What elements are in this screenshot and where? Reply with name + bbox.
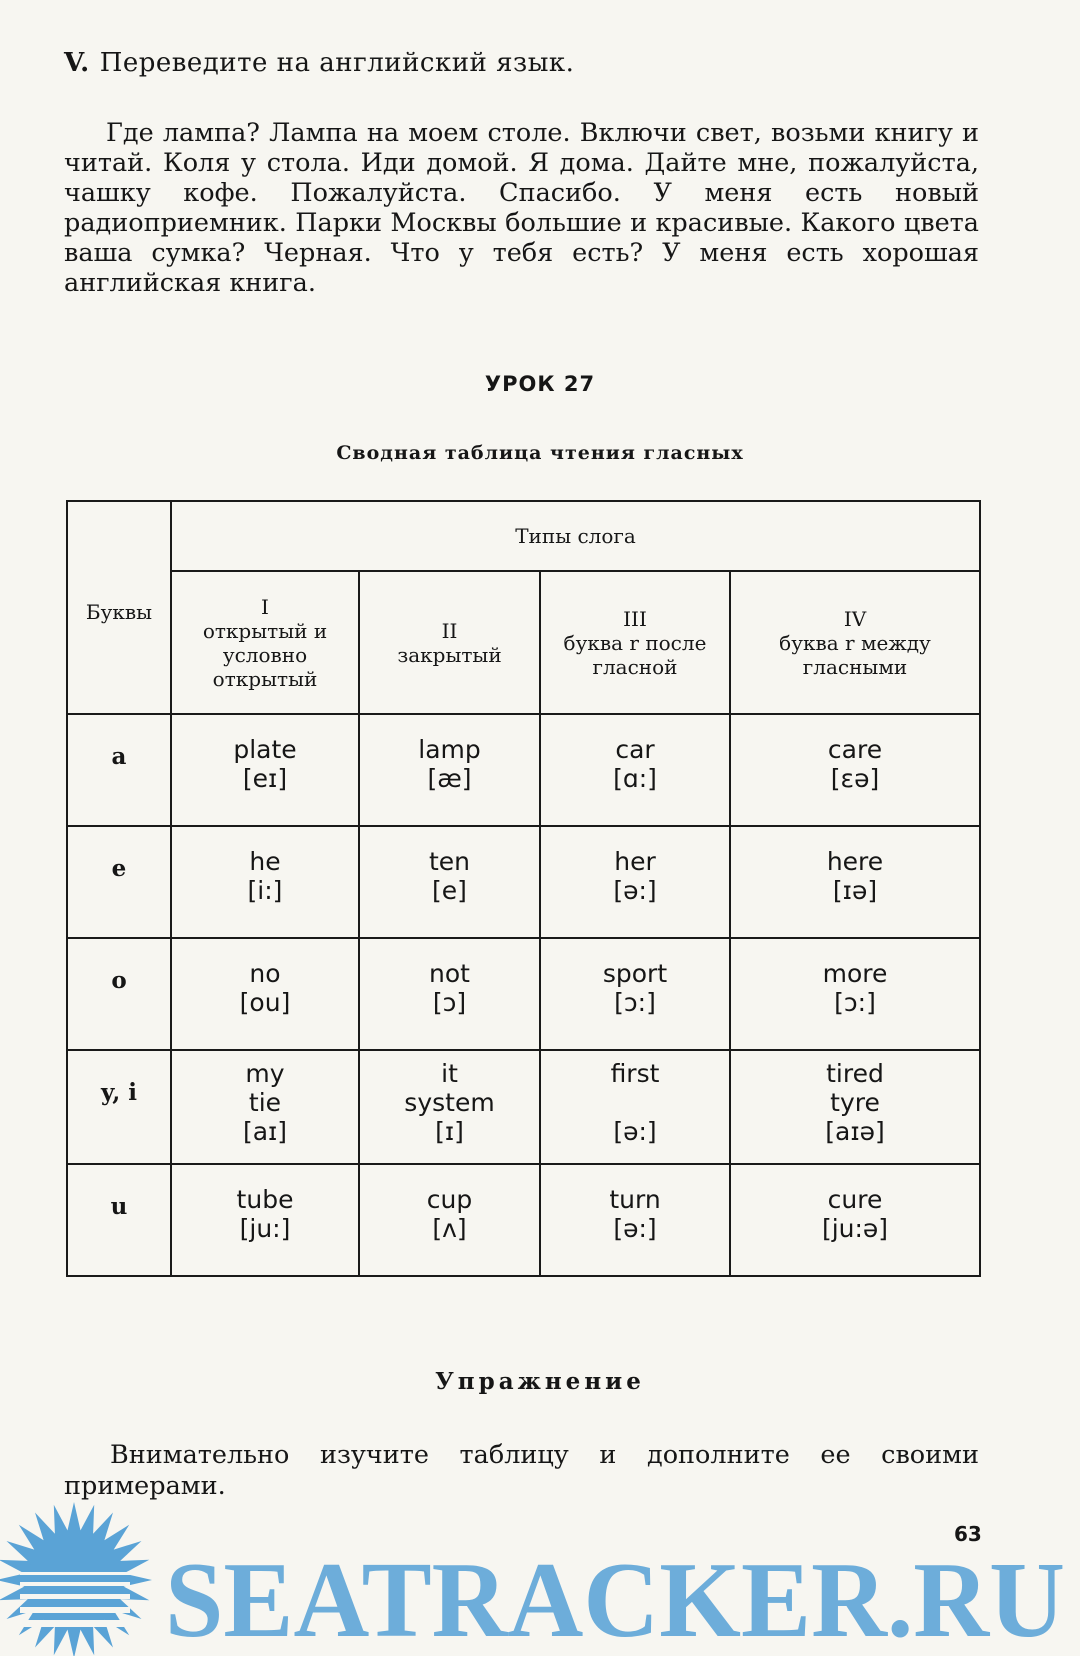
example-cell: [540, 1164, 730, 1276]
transcription: [ou]: [239, 988, 291, 1017]
transcription: [ɔ]: [432, 988, 467, 1017]
vowel-letter: a: [67, 714, 171, 826]
transcription: [ɔ:]: [834, 988, 876, 1017]
example-cell: [540, 1050, 730, 1164]
syllable-type-header-row: [67, 571, 980, 714]
example-word: turn: [609, 1185, 661, 1214]
transcription: [ə:]: [613, 1117, 657, 1146]
example-cell: [171, 826, 359, 938]
example-cell: [359, 1050, 540, 1164]
syllable-type-label: буква r между гласными: [779, 630, 931, 679]
vowel-letter: u: [67, 1164, 171, 1276]
example-word: tube: [236, 1185, 294, 1214]
example-word: first: [610, 1059, 660, 1088]
table-row: [67, 1164, 980, 1276]
example-word: [541, 1088, 729, 1117]
transcription: [ju:ə]: [821, 1214, 889, 1243]
transcription: [eɪ]: [242, 764, 288, 793]
lesson-title: УРОК 27: [484, 372, 596, 396]
exercise-instruction-text: Внимательно изучите таблицу и дополните ее своими примерами.: [64, 1440, 979, 1501]
example-cell: [171, 1050, 359, 1164]
vowel-letter: e: [67, 826, 171, 938]
transcription: [ə:]: [613, 1214, 657, 1243]
vowel-reading-table: [66, 500, 981, 1277]
exercise-instruction: Переведите на английский язык.: [99, 48, 575, 78]
example-word: my: [245, 1059, 285, 1088]
example-word: more: [822, 959, 888, 988]
transcription: [aɪə]: [825, 1117, 885, 1146]
example-word: car: [615, 735, 655, 764]
transcription: [ɑ:]: [613, 764, 657, 793]
transcription: [æ]: [427, 764, 472, 793]
example-cell: [359, 938, 540, 1050]
transcription: [i:]: [247, 876, 283, 905]
transcription: [e]: [432, 876, 467, 905]
transcription: [εə]: [830, 764, 880, 793]
example-cell: [730, 1164, 980, 1276]
example-word: not: [429, 959, 470, 988]
example-word: it: [441, 1059, 458, 1088]
example-cell: [540, 938, 730, 1050]
transcription: [ɪ]: [435, 1117, 464, 1146]
transcription: [ɪə]: [832, 876, 878, 905]
syllable-type-label: закрытый: [397, 642, 502, 667]
syllable-type-numeral: III: [623, 606, 647, 631]
syllable-type-label: открытый и условно открытый: [202, 618, 328, 691]
example-word: sport: [602, 959, 668, 988]
example-cell: [171, 938, 359, 1050]
example-word: her: [614, 847, 656, 876]
transcription: [ɔ:]: [614, 988, 656, 1017]
syllable-type-header: [540, 571, 730, 714]
example-word: cup: [426, 1185, 473, 1214]
example-word: care: [827, 735, 883, 764]
syllable-type-label: буква r после гласной: [563, 630, 707, 679]
syllable-type-numeral: II: [441, 618, 458, 643]
example-word: no: [249, 959, 281, 988]
page-number: 63: [954, 1522, 982, 1546]
example-word: system: [404, 1088, 495, 1117]
example-cell: [730, 714, 980, 826]
exercise-title: Упражнение: [435, 1368, 645, 1395]
syllable-types-header: Типы слога: [171, 501, 980, 571]
example-word: tie: [248, 1088, 282, 1117]
table-group-header-row: [67, 501, 980, 571]
example-word: here: [826, 847, 884, 876]
exercise-heading: [64, 48, 574, 78]
transcription: [ju:]: [239, 1214, 291, 1243]
letters-header: Буквы: [67, 501, 171, 714]
example-word: tyre: [830, 1088, 880, 1117]
table-caption: Сводная таблица чтения гласных: [336, 442, 744, 464]
example-cell: [171, 1164, 359, 1276]
transcription: [aɪ]: [242, 1117, 288, 1146]
example-cell: [359, 714, 540, 826]
example-cell: [171, 714, 359, 826]
example-cell: [540, 714, 730, 826]
example-cell: [730, 826, 980, 938]
watermark: [0, 1498, 1080, 1656]
example-word: cure: [827, 1185, 883, 1214]
transcription: [ʌ]: [432, 1214, 467, 1243]
table-row: [67, 714, 980, 826]
syllable-type-numeral: IV: [843, 606, 867, 631]
watermark-text: SEATRACKER.RU: [165, 1541, 1065, 1656]
example-word: tired: [826, 1059, 884, 1088]
example-word: ten: [428, 847, 471, 876]
example-word: lamp: [418, 735, 481, 764]
table-row: [67, 826, 980, 938]
example-cell: [359, 1164, 540, 1276]
table-row: [67, 938, 980, 1050]
exercise-number: V.: [64, 48, 90, 78]
example-cell: [730, 1050, 980, 1164]
example-cell: [359, 826, 540, 938]
syllable-type-numeral: I: [261, 594, 269, 619]
vowel-letter: o: [67, 938, 171, 1050]
table-row: [67, 1050, 980, 1164]
example-cell: [730, 938, 980, 1050]
exercise-text: Где лампа? Лампа на моем столе. Включи свет, возьми книгу и читай. Коля у стола. Иди домой. Я дома. Дайте мне, пожалуйста, чашку кофе. Пожалуйста. Спасибо. У меня есть новый радиоприемник. Парки Москвы большие и красивые. Какого цвета ваша сумка? Черная. Что у тебя есть? У меня есть хорошая английская книга.: [64, 118, 979, 298]
sun-logo-icon: [0, 1502, 152, 1656]
syllable-type-header: [359, 571, 540, 714]
syllable-type-header: [730, 571, 980, 714]
vowel-letter: y, i: [67, 1050, 171, 1164]
transcription: [ə:]: [613, 876, 657, 905]
example-word: he: [249, 847, 281, 876]
syllable-type-header: [171, 571, 359, 714]
example-word: plate: [233, 735, 297, 764]
example-cell: [540, 826, 730, 938]
